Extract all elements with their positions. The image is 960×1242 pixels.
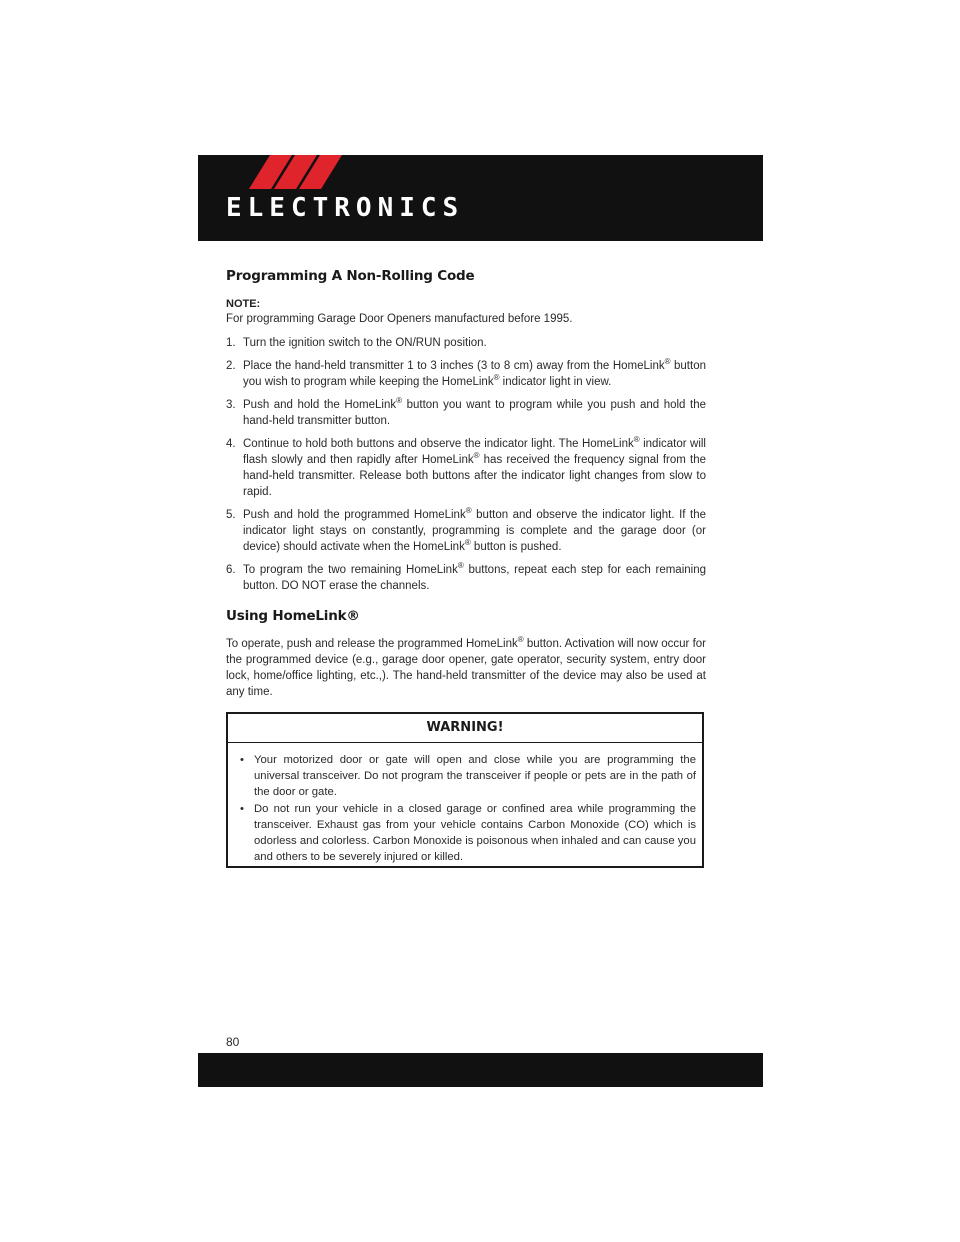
programming-steps-list (226, 335, 706, 594)
bullet-icon: • (240, 803, 244, 815)
registered-mark: ® (457, 561, 464, 571)
step-text: indicator will flash slowly and then rapidly after HomeLink (243, 438, 706, 466)
registered-mark: ® (493, 373, 500, 383)
registered-mark: ® (664, 357, 671, 367)
step-item (226, 436, 706, 500)
step-text: button you want to program while you push and hold the hand-held transmitter button. (243, 399, 706, 427)
step-text: Push and hold the programmed HomeLink (243, 509, 466, 521)
registered-mark: ® (517, 635, 524, 645)
page-number: 80 (226, 1035, 240, 1049)
step-number: 1. (226, 337, 236, 349)
step-number: 6. (226, 564, 236, 576)
note-text: For programming Garage Door Openers manufactured before 1995. (226, 313, 573, 325)
step-text: Continue to hold both buttons and observe the indicator light. The HomeLink (243, 438, 634, 450)
chapter-header-banner (198, 155, 763, 241)
footer-bar (198, 1053, 763, 1087)
step-item (226, 562, 706, 594)
step-text: buttons, repeat each step for each remaining button. DO NOT erase the channels. (243, 564, 706, 592)
paragraph-text: button. Activation will now occur for the programmed device (e.g., garage door opener, gate operator, security system, entry door lock, home/office lighting, etc.,). The hand-held transmitter of the device may also be used at any time. (226, 638, 706, 698)
step-item (226, 335, 706, 351)
step-number: 3. (226, 399, 236, 411)
warning-item (238, 801, 696, 865)
warning-list (228, 743, 702, 865)
step-item (226, 358, 706, 390)
step-text: button and observe the indicator light. If the indicator light stays on constantly, programming is complete and the garage door (or device) should activate when the HomeLink (243, 509, 706, 553)
step-text: button is pushed. (470, 541, 562, 553)
warning-item (238, 752, 696, 800)
step-item (226, 507, 706, 555)
warning-text: Do not run your vehicle in a closed garage or confined area while programming the transceiver. Exhaust gas from your vehicle contains Carbon Monoxide (CO) which is odorless and colorless. Carbon Monoxide is poisonous when inhaled and can cause you and others to be severely injured or killed. (254, 803, 696, 863)
registered-mark: ® (464, 538, 471, 548)
step-text: indicator light in view. (499, 376, 612, 388)
step-text: button you wish to program while keeping the HomeLink (243, 360, 706, 388)
registered-mark: ® (473, 451, 480, 461)
step-number: 5. (226, 509, 236, 521)
section-heading-non-rolling-code: Programming A Non-Rolling Code (226, 268, 475, 284)
step-text: To program the two remaining HomeLink (243, 564, 458, 576)
warning-title: WARNING! (228, 714, 702, 743)
bullet-icon: • (240, 754, 244, 766)
registered-mark: ® (396, 396, 403, 406)
page-content (226, 268, 706, 708)
registered-mark: ® (465, 506, 472, 516)
step-text: has received the frequency signal from the hand-held transmitter. Release both buttons after the indicator light changes from slow to rapid. (243, 454, 706, 498)
registered-mark: ® (633, 435, 640, 445)
step-text: Place the hand-held transmitter 1 to 3 inches (3 to 8 cm) away from the HomeLink (243, 360, 665, 372)
step-number: 2. (226, 360, 236, 372)
note-label: NOTE: (226, 298, 261, 310)
step-number: 4. (226, 438, 236, 450)
warning-text: Your motorized door or gate will open and close while you are programming the universal transceiver. Do not program the transceiver if people or pets are in the path of the door or gate. (254, 754, 696, 798)
chapter-title: ELECTRONICS (226, 193, 465, 223)
step-item (226, 397, 706, 429)
step-text: Turn the ignition switch to the ON/RUN position. (243, 337, 487, 349)
using-homelink-paragraph (226, 636, 706, 700)
warning-box (226, 712, 704, 868)
section-heading-using-homelink: Using HomeLink® (226, 608, 360, 624)
step-text: Push and hold the HomeLink (243, 399, 397, 411)
paragraph-text: To operate, push and release the programmed HomeLink (226, 638, 518, 650)
